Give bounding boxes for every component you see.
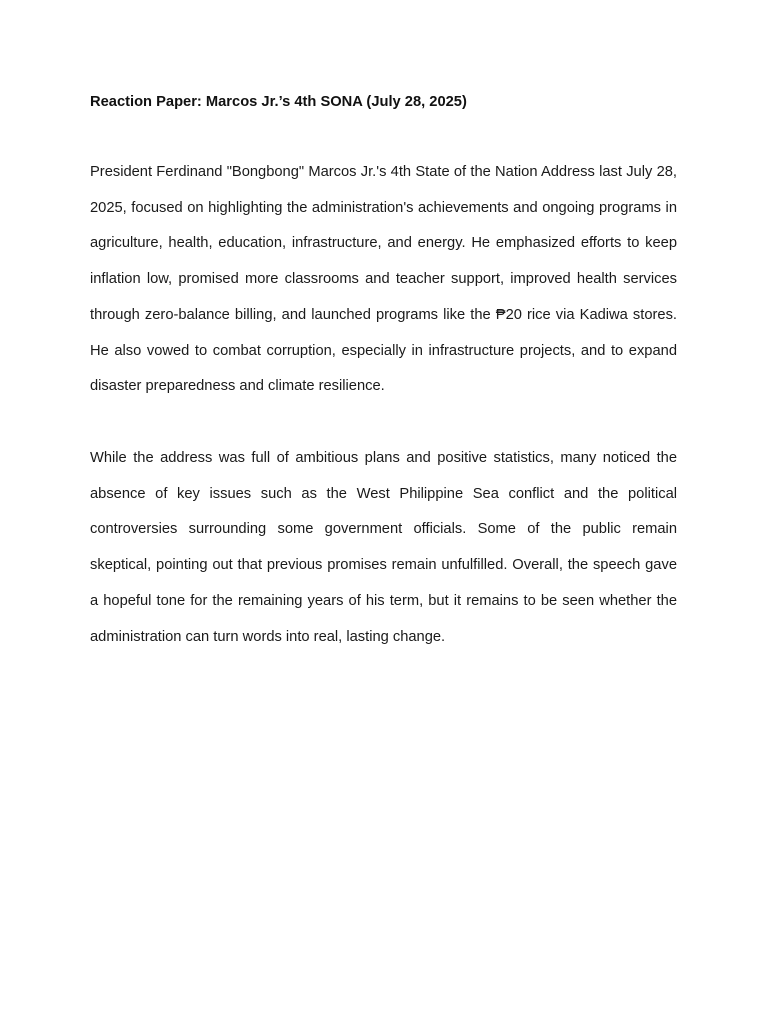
paragraph-summary: President Ferdinand "Bongbong" Marcos Jr.'s 4th State of the Nation Address last July 28, 2025, focused on highlighting the administration's achievements and ongoing programs in agriculture, health, education, infrastructure, and energy. He emphasized efforts to keep inflation low, promised more classrooms and teacher support, improved health services through zero-balance billing, and launched programs like the ₱20 rice via Kadiwa stores. He also vowed to combat corruption, especially in infrastructure projects, and to expand disaster preparedness and climate resilience. xyxy=(90,164,677,395)
document-title: Reaction Paper: Marcos Jr.’s 4th SONA (July 28, 2025) xyxy=(90,94,467,110)
paragraph-reaction: While the address was full of ambitious plans and positive statistics, many noticed the absence of key issues such as the West Philippine Sea conflict and the political controversies surrounding some government officials. Some of the public remain skeptical, pointing out that previous promises remain unfulfilled. Overall, the speech gave a hopeful tone for the remaining years of his term, but it remains to be seen whether the administration can turn words into real, lasting change. xyxy=(90,450,677,645)
